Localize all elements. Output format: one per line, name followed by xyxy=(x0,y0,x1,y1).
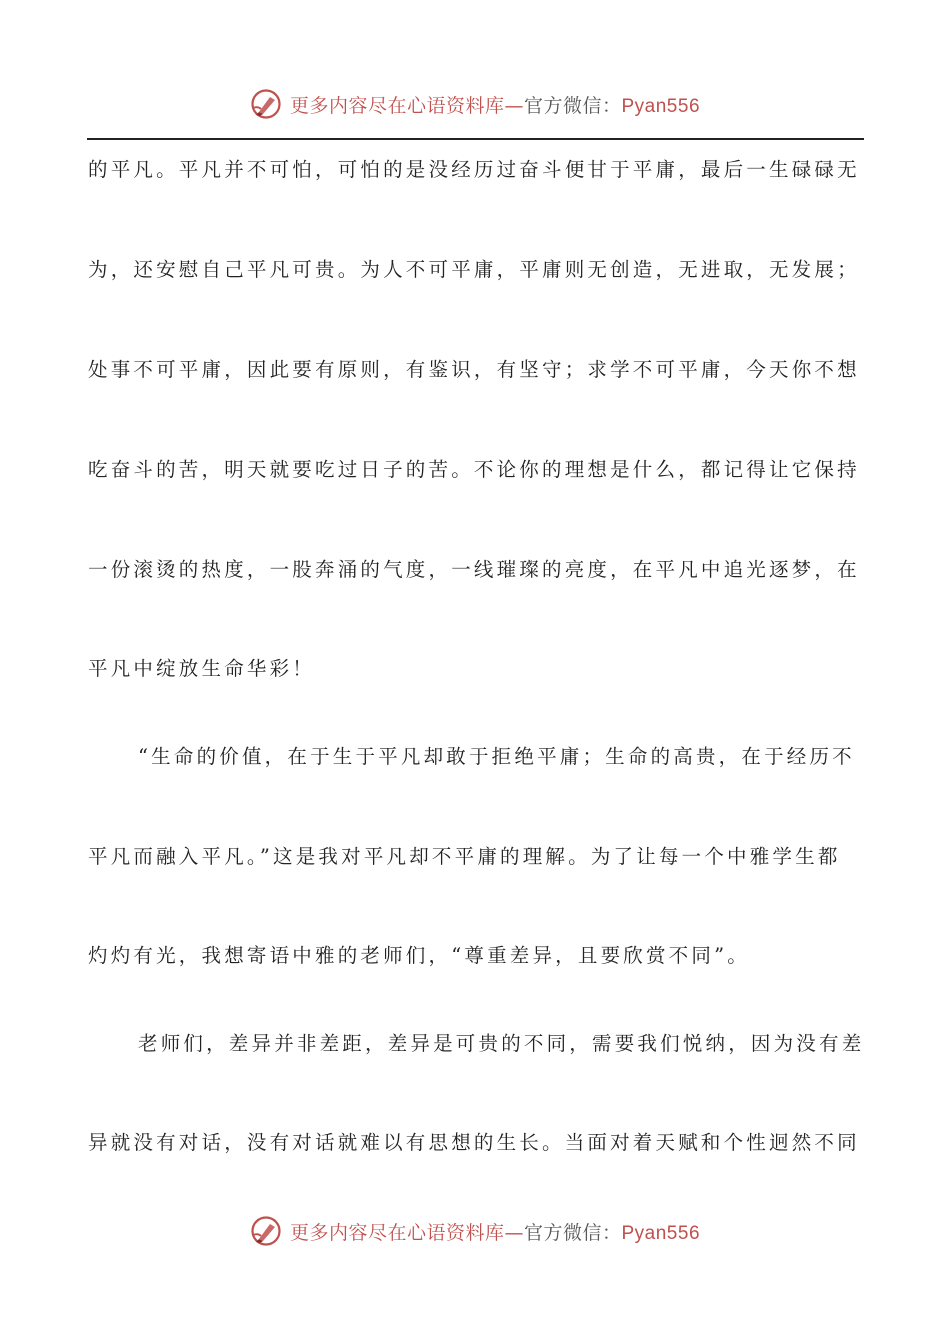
footer-dash: — xyxy=(504,1221,524,1244)
pen-nib-logo-icon xyxy=(250,1215,282,1247)
text-line-11: 异就没有对话，没有对话就难以有思想的生长。当面对着天赋和个性迥然不同 xyxy=(88,1131,860,1154)
footer-brand: 更多内容尽在心语资料库 xyxy=(289,1221,505,1244)
text-line-8: 平凡而融入平凡。”这是我对平凡却不平庸的理解。为了让每一个中雅学生都 xyxy=(88,845,841,868)
header-text xyxy=(290,91,700,118)
footer-wechat-id: Pyan556 xyxy=(621,1222,701,1244)
text-line-4: 吃奋斗的苦，明天就要吃过日子的苦。不论你的理想是什么，都记得让它保持 xyxy=(88,458,860,481)
header-dash: — xyxy=(504,94,524,117)
text-line-5: 一份滚烫的热度，一股奔涌的气度，一线璀璨的亮度，在平凡中追光逐梦，在 xyxy=(88,558,860,581)
header-banner xyxy=(0,84,950,124)
text-line-9: 灼灼有光，我想寄语中雅的老师们，“尊重差异，且要欣赏不同”。 xyxy=(88,944,750,967)
footer-wechat-label: 官方微信： xyxy=(523,1221,622,1244)
pen-nib-logo-icon xyxy=(250,88,282,120)
text-line-2: 为，还安慰自己平凡可贵。为人不可平庸，平庸则无创造，无进取，无发展； xyxy=(88,258,860,281)
text-line-1: 的平凡。平凡并不可怕，可怕的是没经历过奋斗便甘于平庸，最后一生碌碌无 xyxy=(88,158,860,181)
header-wechat-label: 官方微信： xyxy=(523,94,622,117)
footer-banner xyxy=(0,1211,950,1251)
footer-text xyxy=(290,1218,700,1245)
text-line-3: 处事不可平庸，因此要有原则，有鉴识，有坚守；求学不可平庸，今天你不想 xyxy=(88,358,860,381)
text-line-6: 平凡中绽放生命华彩！ xyxy=(88,657,316,680)
header-wechat-id: Pyan556 xyxy=(621,95,701,117)
text-line-10: 老师们，差异并非差距，差异是可贵的不同，需要我们悦纳，因为没有差 xyxy=(138,1032,865,1055)
text-line-7: “生命的价值，在于生于平凡却敢于拒绝平庸；生命的高贵，在于经历不 xyxy=(138,745,855,768)
header-brand: 更多内容尽在心语资料库 xyxy=(289,94,505,117)
